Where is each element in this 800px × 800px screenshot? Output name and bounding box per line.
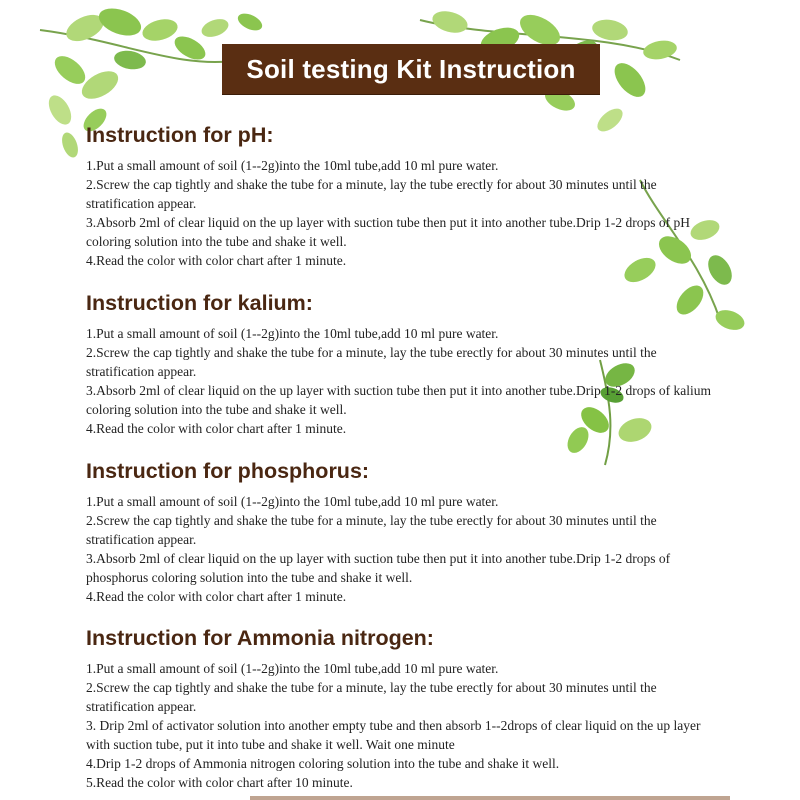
step-text: 2.Screw the cap tightly and shake the tube for a minute, lay the tube erectly for about 30 minutes until the stratification appear. (86, 345, 657, 379)
step-text: 4.Read the color with color chart after 1 minute. (86, 421, 347, 436)
bottom-divider (250, 796, 730, 800)
section-heading: Instruction for kalium: (86, 291, 313, 315)
step-text: 4.Read the color with color chart after 1 minute. (86, 253, 347, 268)
step-text: 1.Put a small amount of soil (1--2g)into the 10ml tube,add 10 ml pure water. (86, 661, 499, 676)
step-text: 2.Screw the cap tightly and shake the tube for a minute, lay the tube erectly for about 30 minutes until the stratification appear. (86, 177, 657, 211)
section-kalium (86, 290, 726, 438)
section-heading: Instruction for Ammonia nitrogen: (86, 626, 434, 650)
step-text: 1.Put a small amount of soil (1--2g)into the 10ml tube,add 10 ml pure water. (86, 326, 499, 341)
step-text: 1.Put a small amount of soil (1--2g)into the 10ml tube,add 10 ml pure water. (86, 158, 499, 173)
section-ammonia-nitrogen (86, 625, 726, 792)
section-heading: Instruction for phosphorus: (86, 459, 370, 483)
section-ph (86, 122, 726, 270)
section-heading: Instruction for pH: (86, 123, 274, 147)
section-phosphorus (86, 458, 726, 606)
step-text: 3.Absorb 2ml of clear liquid on the up layer with suction tube then put it into another tube.Drip 1-2 drops of phosphorus coloring solution into the tube and shake it well. (86, 551, 671, 585)
step-text: 5.Read the color with color chart after 10 minute. (86, 775, 353, 790)
step-text: 3.Absorb 2ml of clear liquid on the up layer with suction tube then put it into another tube.Drip 1-2 drops of pH coloring solution into the tube and shake it well. (86, 215, 691, 249)
title-banner (222, 44, 600, 94)
step-text: 4.Read the color with color chart after 1 minute. (86, 589, 347, 604)
step-text: 3. Drip 2ml of activator solution into another empty tube and then absorb 1--2drops of clear liquid on the up layer with suction tube, put it into tube and shake it well. Wait one minute (86, 718, 701, 752)
step-text: 3.Absorb 2ml of clear liquid on the up layer with suction tube then put it into another tube.Drip 1-2 drops of kalium coloring solution into the tube and shake it well. (86, 383, 712, 417)
step-text: 2.Screw the cap tightly and shake the tube for a minute, lay the tube erectly for about 30 minutes until the stratification appear. (86, 513, 657, 547)
step-text: 1.Put a small amount of soil (1--2g)into the 10ml tube,add 10 ml pure water. (86, 494, 499, 509)
page-title: Soil testing Kit Instruction (246, 53, 576, 84)
step-text: 4.Drip 1-2 drops of Ammonia nitrogen coloring solution into the tube and shake it well. (86, 756, 560, 771)
step-text: 2.Screw the cap tightly and shake the tube for a minute, lay the tube erectly for about 30 minutes until the stratification appear. (86, 680, 657, 714)
